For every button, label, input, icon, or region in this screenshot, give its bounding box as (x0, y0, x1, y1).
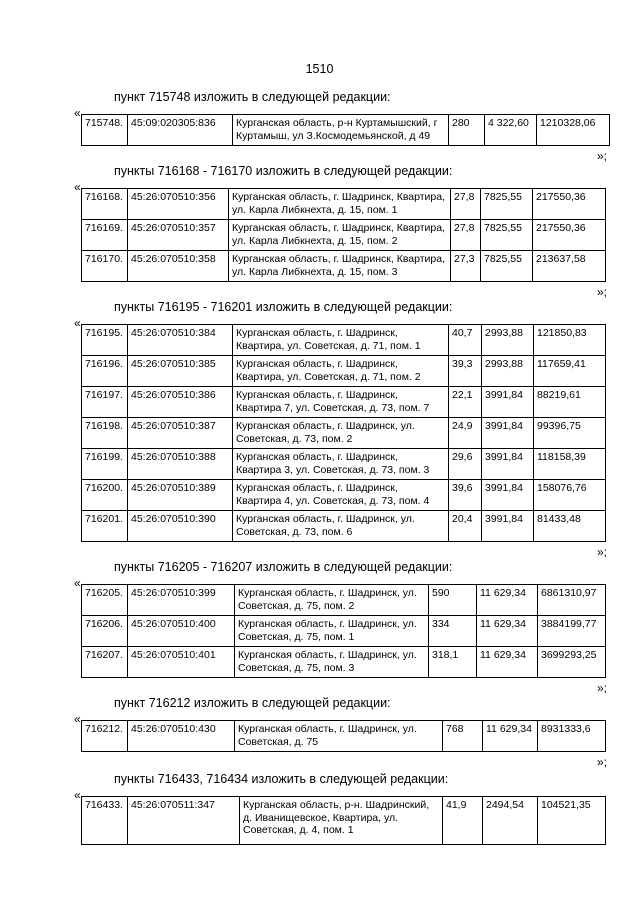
area-cell: 280 (449, 115, 485, 146)
rate-cell: 3991,84 (482, 480, 534, 511)
row-number-cell: 716170. (82, 251, 128, 282)
table-row (82, 797, 606, 845)
cadastral-number-cell: 45:26:070510:384 (128, 325, 233, 356)
area-cell: 334 (429, 616, 477, 647)
table-row (82, 387, 606, 418)
value-cell: 1210328,06 (537, 115, 610, 146)
rate-cell: 2993,88 (482, 325, 534, 356)
row-number-cell: 716207. (82, 647, 128, 678)
page-number: 1510 (305, 62, 334, 76)
rate-cell: 2993,88 (482, 356, 534, 387)
row-number-cell: 716205. (82, 585, 128, 616)
address-cell: Курганская область, г. Шадринск, Квартира, ул. Карла Либкнехта, д. 15, пом. 2 (229, 220, 451, 251)
cadastral-number-cell: 45:26:070510:390 (128, 511, 233, 542)
rate-cell: 2494,54 (483, 797, 538, 845)
address-cell: Курганская область, г. Шадринск, ул. Советская, д. 75, пом. 2 (235, 585, 429, 616)
rate-cell: 3991,84 (482, 418, 534, 449)
open-quote: « (74, 180, 81, 194)
table-row (82, 647, 606, 678)
row-number-cell: 716212. (82, 721, 128, 752)
section-heading: пункты 716195 - 716201 изложить в следующей редакции: (114, 300, 453, 314)
row-number-cell: 716195. (82, 325, 128, 356)
table-row (82, 251, 606, 282)
area-cell: 39,3 (449, 356, 482, 387)
row-number-cell: 716197. (82, 387, 128, 418)
row-number-cell: 716199. (82, 449, 128, 480)
table-row (82, 189, 606, 220)
cadastral-number-cell: 45:26:070510:387 (128, 418, 233, 449)
cadastral-number-cell: 45:26:070510:356 (128, 189, 229, 220)
address-cell: Курганская область, г. Шадринск, ул. Советская, д. 73, пом. 6 (233, 511, 449, 542)
address-cell: Курганская область, г. Шадринск, ул. Советская, д. 75, пом. 3 (235, 647, 429, 678)
value-cell: 217550,36 (533, 220, 606, 251)
rate-cell: 7825,55 (481, 220, 533, 251)
section-heading: пункты 716168 - 716170 изложить в следующей редакции: (114, 164, 453, 178)
address-cell: Курганская область, г. Шадринск, ул. Советская, д. 75 (235, 721, 443, 752)
amendment-table (81, 720, 606, 752)
table-row (82, 480, 606, 511)
open-quote: « (74, 316, 81, 330)
rate-cell: 11 629,34 (477, 647, 538, 678)
row-number-cell: 716169. (82, 220, 128, 251)
cadastral-number-cell: 45:26:070510:388 (128, 449, 233, 480)
address-cell: Курганская область, г. Шадринск, ул. Советская, д. 75, пом. 1 (235, 616, 429, 647)
amendment-table (81, 114, 610, 146)
value-cell: 104521,35 (538, 797, 606, 845)
open-quote: « (74, 788, 81, 802)
table-row (82, 356, 606, 387)
address-cell: Курганская область, г. Шадринск, Квартира 4, ул. Советская, д. 73, пом. 4 (233, 480, 449, 511)
cadastral-number-cell: 45:26:070510:401 (128, 647, 235, 678)
address-cell: Курганская область, р-н. Шадринский, д. Иванищевское, Квартира, ул. Советская, д. 4, пом. 1 (240, 797, 443, 845)
rate-cell: 4 322,60 (485, 115, 537, 146)
area-cell: 41,9 (443, 797, 483, 845)
close-quote: »; (597, 285, 608, 299)
value-cell: 158076,76 (534, 480, 606, 511)
cadastral-number-cell: 45:26:070511:347 (128, 797, 240, 845)
address-cell: Курганская область, г. Шадринск, Квартира 3, ул. Советская, д. 73, пом. 3 (233, 449, 449, 480)
cadastral-number-cell: 45:26:070510:389 (128, 480, 233, 511)
table-row (82, 325, 606, 356)
table-row (82, 616, 606, 647)
table-row (82, 220, 606, 251)
close-quote: »; (597, 755, 608, 769)
table-row (82, 115, 610, 146)
row-number-cell: 716196. (82, 356, 128, 387)
open-quote: « (74, 576, 81, 590)
close-quote: »; (597, 149, 608, 163)
area-cell: 22,1 (449, 387, 482, 418)
table-row (82, 585, 606, 616)
value-cell: 118158,39 (534, 449, 606, 480)
value-cell: 213637,58 (533, 251, 606, 282)
rate-cell: 3991,84 (482, 387, 534, 418)
address-cell: Курганская область, р-н Куртамышский, г Куртамыш, ул З.Космодемьянской, д 49 (233, 115, 449, 146)
amendment-table (81, 324, 606, 542)
address-cell: Курганская область, г. Шадринск, Квартира, ул. Советская, д. 71, пом. 2 (233, 356, 449, 387)
rate-cell: 7825,55 (481, 189, 533, 220)
value-cell: 81433,48 (534, 511, 606, 542)
value-cell: 6861310,97 (538, 585, 606, 616)
value-cell: 3884199,77 (538, 616, 606, 647)
area-cell: 39,6 (449, 480, 482, 511)
value-cell: 3699293,25 (538, 647, 606, 678)
area-cell: 40,7 (449, 325, 482, 356)
cadastral-number-cell: 45:26:070510:400 (128, 616, 235, 647)
section-heading: пункт 716212 изложить в следующей редакции: (114, 696, 391, 710)
open-quote: « (74, 712, 81, 726)
address-cell: Курганская область, г. Шадринск, Квартира, ул. Карла Либкнехта, д. 15, пом. 1 (229, 189, 451, 220)
row-number-cell: 716200. (82, 480, 128, 511)
cadastral-number-cell: 45:26:070510:430 (128, 721, 235, 752)
rate-cell: 11 629,34 (477, 616, 538, 647)
cadastral-number-cell: 45:26:070510:357 (128, 220, 229, 251)
amendment-table (81, 796, 606, 845)
amendment-table (81, 188, 606, 282)
section-heading: пункты 716205 - 716207 изложить в следующей редакции: (114, 560, 453, 574)
value-cell: 117659,41 (534, 356, 606, 387)
address-cell: Курганская область, г. Шадринск, ул. Советская, д. 73, пом. 2 (233, 418, 449, 449)
rate-cell: 11 629,34 (477, 585, 538, 616)
value-cell: 99396,75 (534, 418, 606, 449)
address-cell: Курганская область, г. Шадринск, Квартира 7, ул. Советская, д. 73, пом. 7 (233, 387, 449, 418)
value-cell: 8931333,6 (538, 721, 606, 752)
cadastral-number-cell: 45:26:070510:399 (128, 585, 235, 616)
section-heading: пункт 715748 изложить в следующей редакции: (114, 90, 391, 104)
value-cell: 121850,83 (534, 325, 606, 356)
address-cell: Курганская область, г. Шадринск, Квартира, ул. Карла Либкнехта, д. 15, пом. 3 (229, 251, 451, 282)
amendment-table (81, 584, 606, 678)
cadastral-number-cell: 45:09:020305:836 (128, 115, 233, 146)
row-number-cell: 716433. (82, 797, 128, 845)
area-cell: 590 (429, 585, 477, 616)
rate-cell: 7825,55 (481, 251, 533, 282)
table-row (82, 721, 606, 752)
area-cell: 27,8 (451, 220, 481, 251)
area-cell: 27,8 (451, 189, 481, 220)
area-cell: 27,3 (451, 251, 481, 282)
table-row (82, 418, 606, 449)
address-cell: Курганская область, г. Шадринск, Квартира, ул. Советская, д. 71, пом. 1 (233, 325, 449, 356)
area-cell: 318,1 (429, 647, 477, 678)
row-number-cell: 716201. (82, 511, 128, 542)
cadastral-number-cell: 45:26:070510:385 (128, 356, 233, 387)
open-quote: « (74, 106, 81, 120)
value-cell: 217550,36 (533, 189, 606, 220)
close-quote: »; (597, 681, 608, 695)
area-cell: 768 (443, 721, 483, 752)
cadastral-number-cell: 45:26:070510:358 (128, 251, 229, 282)
area-cell: 24,9 (449, 418, 482, 449)
table-row (82, 449, 606, 480)
close-quote: »; (597, 545, 608, 559)
table-row (82, 511, 606, 542)
rate-cell: 11 629,34 (483, 721, 538, 752)
area-cell: 29,6 (449, 449, 482, 480)
row-number-cell: 716168. (82, 189, 128, 220)
row-number-cell: 716198. (82, 418, 128, 449)
rate-cell: 3991,84 (482, 449, 534, 480)
cadastral-number-cell: 45:26:070510:386 (128, 387, 233, 418)
area-cell: 20,4 (449, 511, 482, 542)
rate-cell: 3991,84 (482, 511, 534, 542)
row-number-cell: 716206. (82, 616, 128, 647)
value-cell: 88219,61 (534, 387, 606, 418)
section-heading: пункты 716433, 716434 изложить в следующей редакции: (114, 772, 449, 786)
row-number-cell: 715748. (82, 115, 128, 146)
